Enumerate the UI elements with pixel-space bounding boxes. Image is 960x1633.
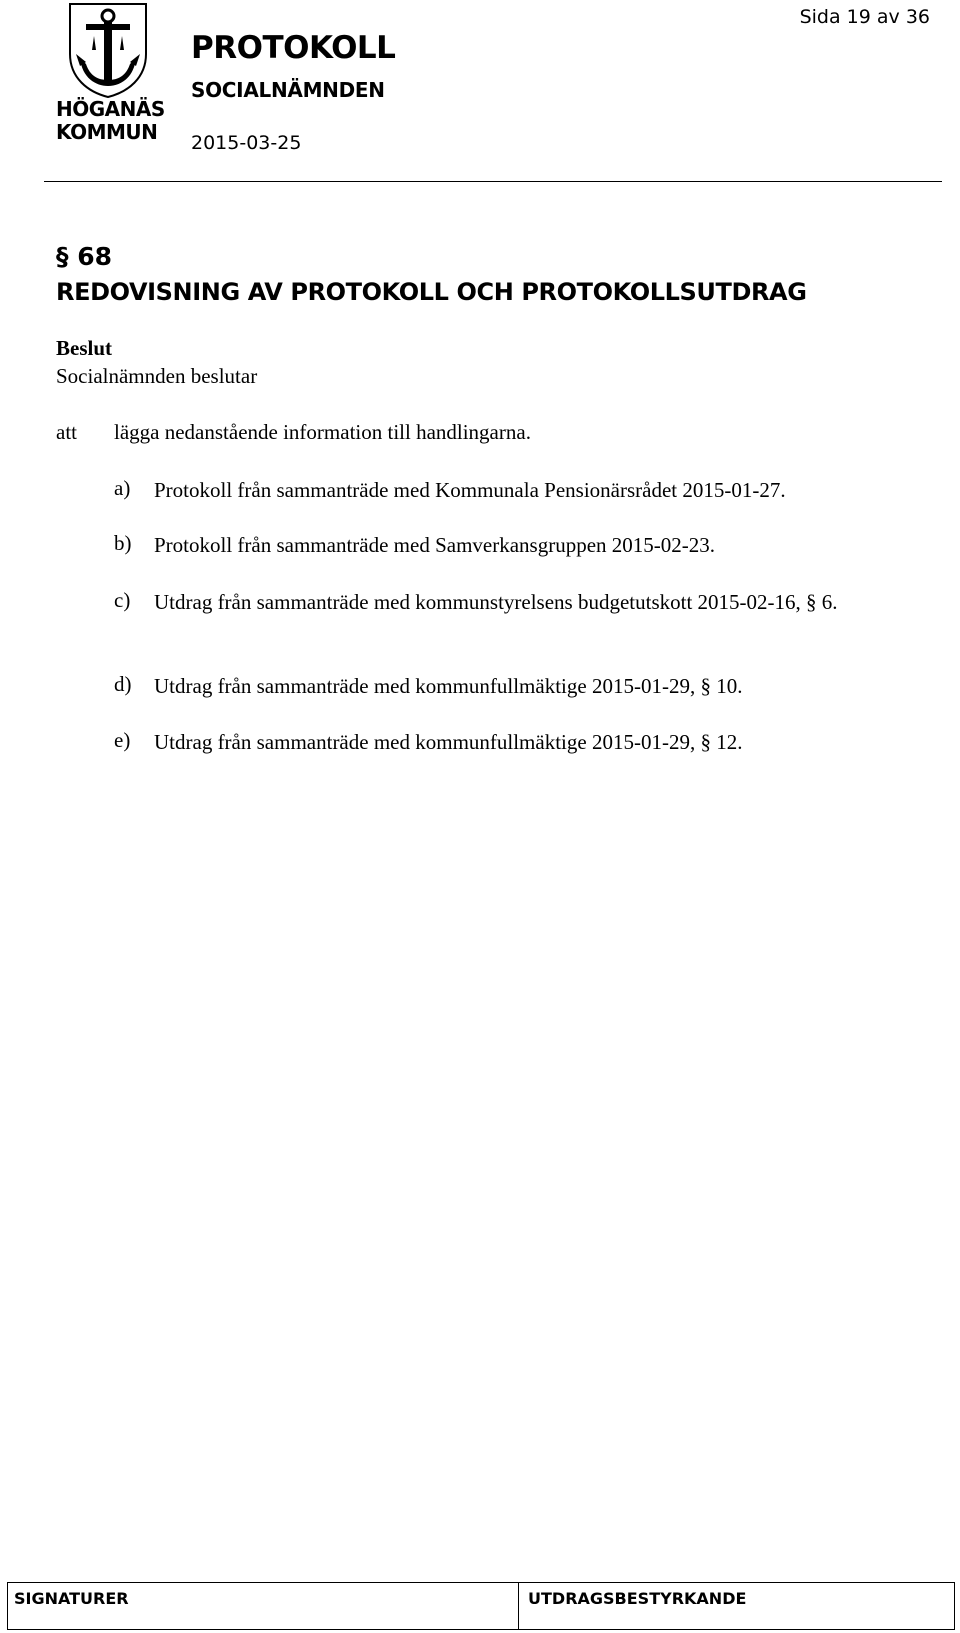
document-date: 2015-03-25 [191,132,302,154]
extract-certification-label: UTDRAGSBESTYRKANDE [528,1589,747,1608]
decision-intro: Socialnämnden beslutar [56,364,258,388]
document-subtitle: SOCIALNÄMNDEN [191,78,385,102]
decision-text: lägga nedanstående information till handlingarna. [114,420,531,444]
list-item: Utdrag från sammanträde med kommunfullmäktige 2015-01-29, § 10. [154,674,743,698]
list-item-marker: e) [114,728,131,752]
document-title: PROTOKOLL [191,30,396,66]
section-number: § 68 [56,242,112,271]
list-item-marker: a) [114,476,131,500]
signatures-label: SIGNATURER [14,1589,129,1608]
signature-footer [7,1582,955,1630]
list-item-marker: c) [114,588,131,612]
list-item: Protokoll från sammanträde med Kommunala Pensionärsrådet 2015-01-27. [154,478,786,502]
header-divider [44,181,942,182]
list-item: Protokoll från sammanträde med Samverkansgruppen 2015-02-23. [154,533,716,557]
page-indicator: Sida 19 av 36 [799,6,930,28]
list-item: Utdrag från sammanträde med kommunstyrelsens budgetutskott 2015-02-16, § 6. [154,590,838,614]
section-title: REDOVISNING AV PROTOKOLL OCH PROTOKOLLSUTDRAG [56,278,807,306]
decision-heading: Beslut [56,336,113,360]
att-label: att [56,420,77,444]
footer-divider [518,1583,519,1629]
hoganas-kommun-logo [56,2,166,152]
coat-of-arms-icon [66,2,150,98]
list-item-marker: d) [114,672,132,696]
logo-text-line1: HÖGANÄS [56,97,165,121]
list-item-marker: b) [114,531,132,555]
logo-text-line2: KOMMUN [56,120,158,144]
list-item: Utdrag från sammanträde med kommunfullmäktige 2015-01-29, § 12. [154,730,743,754]
